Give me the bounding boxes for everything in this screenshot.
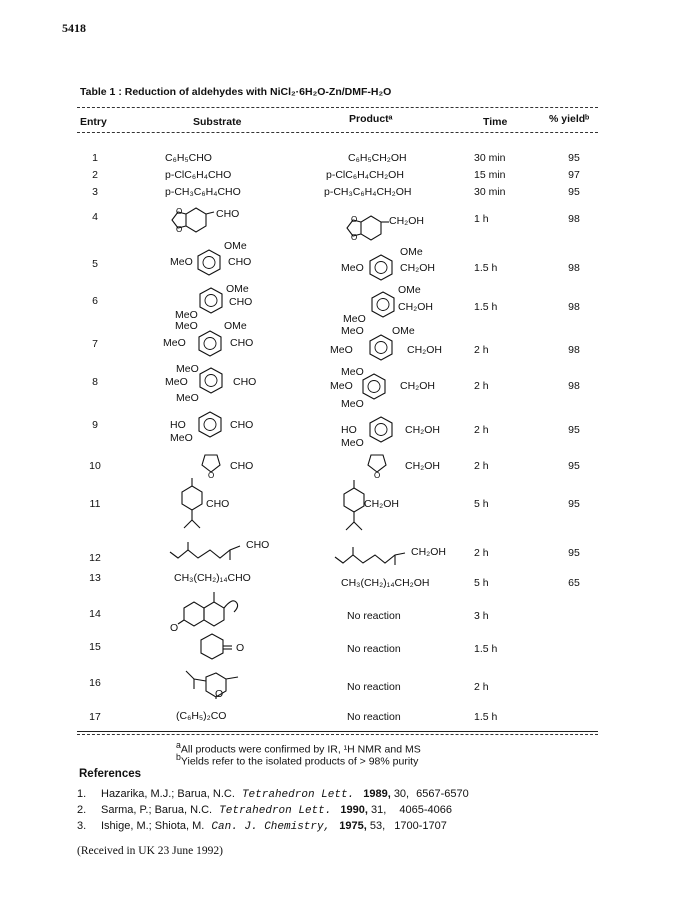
- substrate-label: MeO: [170, 256, 193, 268]
- svg-text:O: O: [351, 215, 358, 224]
- product-label: CH₂OH: [400, 262, 435, 274]
- substrate-group: CHO: [246, 539, 270, 551]
- received-date: (Received in UK 23 June 1992): [77, 845, 223, 857]
- substrate-label: MeO: [176, 363, 199, 375]
- yield-value: 65: [568, 577, 580, 589]
- product-ring: [364, 415, 398, 445]
- product-label: MeO: [341, 366, 364, 378]
- product-label: CH₂OH: [405, 424, 440, 436]
- citral-structure: [168, 540, 248, 562]
- product-formula: No reaction: [347, 711, 401, 723]
- reference-year: 1975,: [339, 820, 367, 832]
- substrate-ring: [194, 366, 228, 396]
- product-group: CH₂OH: [411, 546, 446, 558]
- reference-journal: Can. J. Chemistry,: [211, 821, 331, 833]
- reference-volume: 53,: [369, 820, 386, 832]
- product-formula: p-CH₃C₆H₄CH₂OH: [324, 186, 412, 198]
- substrate-label: OMe: [224, 320, 247, 332]
- reference-journal: Tetrahedron Lett.: [219, 805, 332, 817]
- reference-number: 1.: [77, 788, 87, 800]
- reaction-time: 5 h: [474, 498, 489, 510]
- product-structure: [343, 210, 393, 250]
- yield-value: 95: [568, 498, 580, 510]
- substrate-group: O: [215, 688, 224, 700]
- product-formula: No reaction: [347, 610, 401, 622]
- entry-number: 14: [89, 608, 101, 620]
- substrate-group: CHO: [230, 460, 254, 472]
- substrate-formula: C₆H₅CHO: [165, 152, 212, 164]
- entry-number: 2: [92, 169, 98, 181]
- table-top-rule: [77, 107, 598, 108]
- svg-text:O: O: [374, 471, 381, 480]
- reference-item: [77, 788, 469, 801]
- entry-number: 17: [89, 711, 101, 723]
- product-label: MeO: [330, 344, 353, 356]
- entry-number: 8: [92, 376, 98, 388]
- product-formula: C₆H₅CH₂OH: [348, 152, 407, 164]
- reaction-time: 30 min: [474, 152, 506, 164]
- entry-number: 10: [89, 460, 101, 472]
- entry-number: 6: [92, 295, 98, 307]
- svg-text:O: O: [176, 207, 183, 216]
- footnote-a: $^a$All products were confirmed by IR, ¹H NMR and MS: [176, 740, 421, 756]
- product-label: OMe: [398, 284, 421, 296]
- svg-text:O: O: [176, 225, 183, 234]
- product-label: MeO: [341, 437, 364, 449]
- substrate-ring: [193, 410, 227, 440]
- yield-value: 95: [568, 152, 580, 164]
- reaction-time: 2 h: [474, 547, 489, 559]
- yield-value: 95: [568, 547, 580, 559]
- table-bottom-rule: [77, 731, 598, 732]
- product-formula: No reaction: [347, 643, 401, 655]
- entry-number: 1: [92, 152, 98, 164]
- substrate-label: HO: [170, 419, 186, 431]
- reaction-time: 1.5 h: [474, 301, 498, 313]
- substrate-ring: [193, 329, 227, 359]
- reaction-time: 2 h: [474, 681, 489, 693]
- reference-year: 1989,: [363, 788, 391, 800]
- product-label: MeO: [341, 398, 364, 410]
- table-header-rule: [77, 132, 598, 133]
- reaction-time: 1.5 h: [474, 711, 498, 723]
- substrate-group: O: [170, 622, 179, 634]
- substrate-label: MeO: [175, 309, 198, 321]
- product-label: OMe: [400, 246, 423, 258]
- substrate-label: CHO: [230, 419, 254, 431]
- yield-value: 95: [568, 424, 580, 436]
- product-label: MeO: [330, 380, 353, 392]
- substrate-group: CHO: [216, 208, 240, 220]
- substrate-label: MeO: [175, 320, 198, 332]
- steroid-structure: [170, 588, 250, 636]
- substrate-label: MeO: [165, 376, 188, 388]
- substrate-label: MeO: [170, 432, 193, 444]
- header-time: Time: [483, 116, 508, 128]
- reference-journal: Tetrahedron Lett.: [241, 789, 355, 801]
- reference-volume: 30,: [393, 788, 410, 800]
- reference-item: [77, 804, 452, 817]
- substrate-label: OMe: [226, 283, 249, 295]
- reaction-time: 2 h: [474, 344, 489, 356]
- table-title: Table 1 : Reduction of aldehydes with NiCl₂·6H₂O-Zn/DMF-H₂O: [80, 86, 392, 98]
- entry-number: 3: [92, 186, 98, 198]
- product-group: CH₂OH: [405, 460, 440, 472]
- references-heading: References: [79, 768, 142, 780]
- reaction-time: 2 h: [474, 460, 489, 472]
- header-product: Productᵃ: [349, 113, 393, 125]
- product-formula: CH₃(CH₂)₁₄CH₂OH: [341, 577, 430, 589]
- substrate-label: CHO: [233, 376, 257, 388]
- product-label: MeO: [341, 325, 364, 337]
- reference-volume: 31,: [371, 804, 387, 816]
- substrate-label: OMe: [224, 240, 247, 252]
- reference-number: 3.: [77, 820, 87, 832]
- entry-number: 12: [89, 552, 101, 564]
- reaction-time: 5 h: [474, 577, 489, 589]
- reaction-time: 1.5 h: [474, 643, 498, 655]
- product-label: CH₂OH: [398, 301, 433, 313]
- product-label: CH₂OH: [400, 380, 435, 392]
- product-label: HO: [341, 424, 357, 436]
- furan-icon: [362, 450, 392, 480]
- product-label: OMe: [392, 325, 415, 337]
- reaction-time: 15 min: [474, 169, 506, 181]
- yield-value: 95: [568, 186, 580, 198]
- yield-value: 98: [568, 301, 580, 313]
- footnote-b: $^b$Yields refer to the isolated products of > 98% purity: [176, 752, 419, 768]
- yield-value: 98: [568, 213, 580, 225]
- substrate-label: CHO: [228, 256, 252, 268]
- reaction-time: 3 h: [474, 610, 489, 622]
- header-entry: Entry: [80, 116, 107, 128]
- substrate-label: MeO: [163, 337, 186, 349]
- substrate-group: CHO: [206, 498, 230, 510]
- yield-value: 97: [568, 169, 580, 181]
- substrate-group: O: [236, 642, 245, 654]
- substrate-structure: [168, 202, 218, 242]
- substrate-label: CHO: [229, 296, 253, 308]
- product-ring: [364, 333, 398, 363]
- header-substrate: Substrate: [193, 116, 242, 128]
- substrate-formula: p-ClC₆H₄CHO: [165, 169, 232, 181]
- entry-number: 5: [92, 258, 98, 270]
- reference-pages: 6567-6570: [416, 788, 469, 800]
- entry-number: 4: [92, 211, 98, 223]
- reference-authors: Hazarika, M.J.; Barua, N.C.: [101, 788, 235, 800]
- substrate-label: MeO: [176, 392, 199, 404]
- product-label: MeO: [341, 262, 364, 274]
- product-label: MeO: [343, 313, 366, 325]
- product-group: CH₂OH: [364, 498, 399, 510]
- reference-item: [77, 820, 447, 833]
- reference-pages: 1700-1707: [394, 820, 447, 832]
- svg-text:O: O: [351, 233, 358, 242]
- entry-number: 13: [89, 572, 101, 584]
- entry-number: 7: [92, 338, 98, 350]
- product-formula: No reaction: [347, 681, 401, 693]
- reference-authors: Sarma, P.; Barua, N.C.: [101, 804, 213, 816]
- yield-value: 95: [568, 460, 580, 472]
- reaction-time: 1 h: [474, 213, 489, 225]
- entry-number: 9: [92, 419, 98, 431]
- substrate-ring: [192, 248, 226, 278]
- yield-value: 98: [568, 262, 580, 274]
- entry-number: 16: [89, 677, 101, 689]
- yield-value: 98: [568, 380, 580, 392]
- product-group: CH₂OH: [389, 215, 424, 227]
- substrate-formula: (C₆H₅)₂CO: [176, 710, 227, 722]
- entry-number: 15: [89, 641, 101, 653]
- reference-pages: 4065-4066: [399, 804, 452, 816]
- product-ring: [366, 290, 400, 320]
- reference-authors: Ishige, M.; Shiota, M.: [101, 820, 205, 832]
- substrate-ring: [194, 286, 228, 316]
- citral-structure: [333, 545, 413, 567]
- table-bottom-rule-2: [77, 734, 598, 735]
- substrate-formula: p-CH₃C₆H₄CHO: [165, 186, 241, 198]
- yield-value: 98: [568, 344, 580, 356]
- substrate-label: CHO: [230, 337, 254, 349]
- reaction-time: 30 min: [474, 186, 506, 198]
- svg-text:O: O: [208, 471, 215, 480]
- reaction-time: 2 h: [474, 424, 489, 436]
- cyclohexanone-structure: [196, 632, 240, 662]
- entry-number: 11: [89, 498, 101, 510]
- product-ring: [364, 253, 398, 283]
- header-yield: % yieldᵇ: [549, 113, 590, 125]
- product-label: CH₂OH: [407, 344, 442, 356]
- reference-number: 2.: [77, 804, 87, 816]
- page-number: 5418: [62, 21, 86, 35]
- substrate-formula: CH₃(CH₂)₁₄CHO: [174, 572, 251, 584]
- reference-year: 1990,: [340, 804, 368, 816]
- product-formula: p-ClC₆H₄CH₂OH: [326, 169, 404, 181]
- reaction-time: 2 h: [474, 380, 489, 392]
- reaction-time: 1.5 h: [474, 262, 498, 274]
